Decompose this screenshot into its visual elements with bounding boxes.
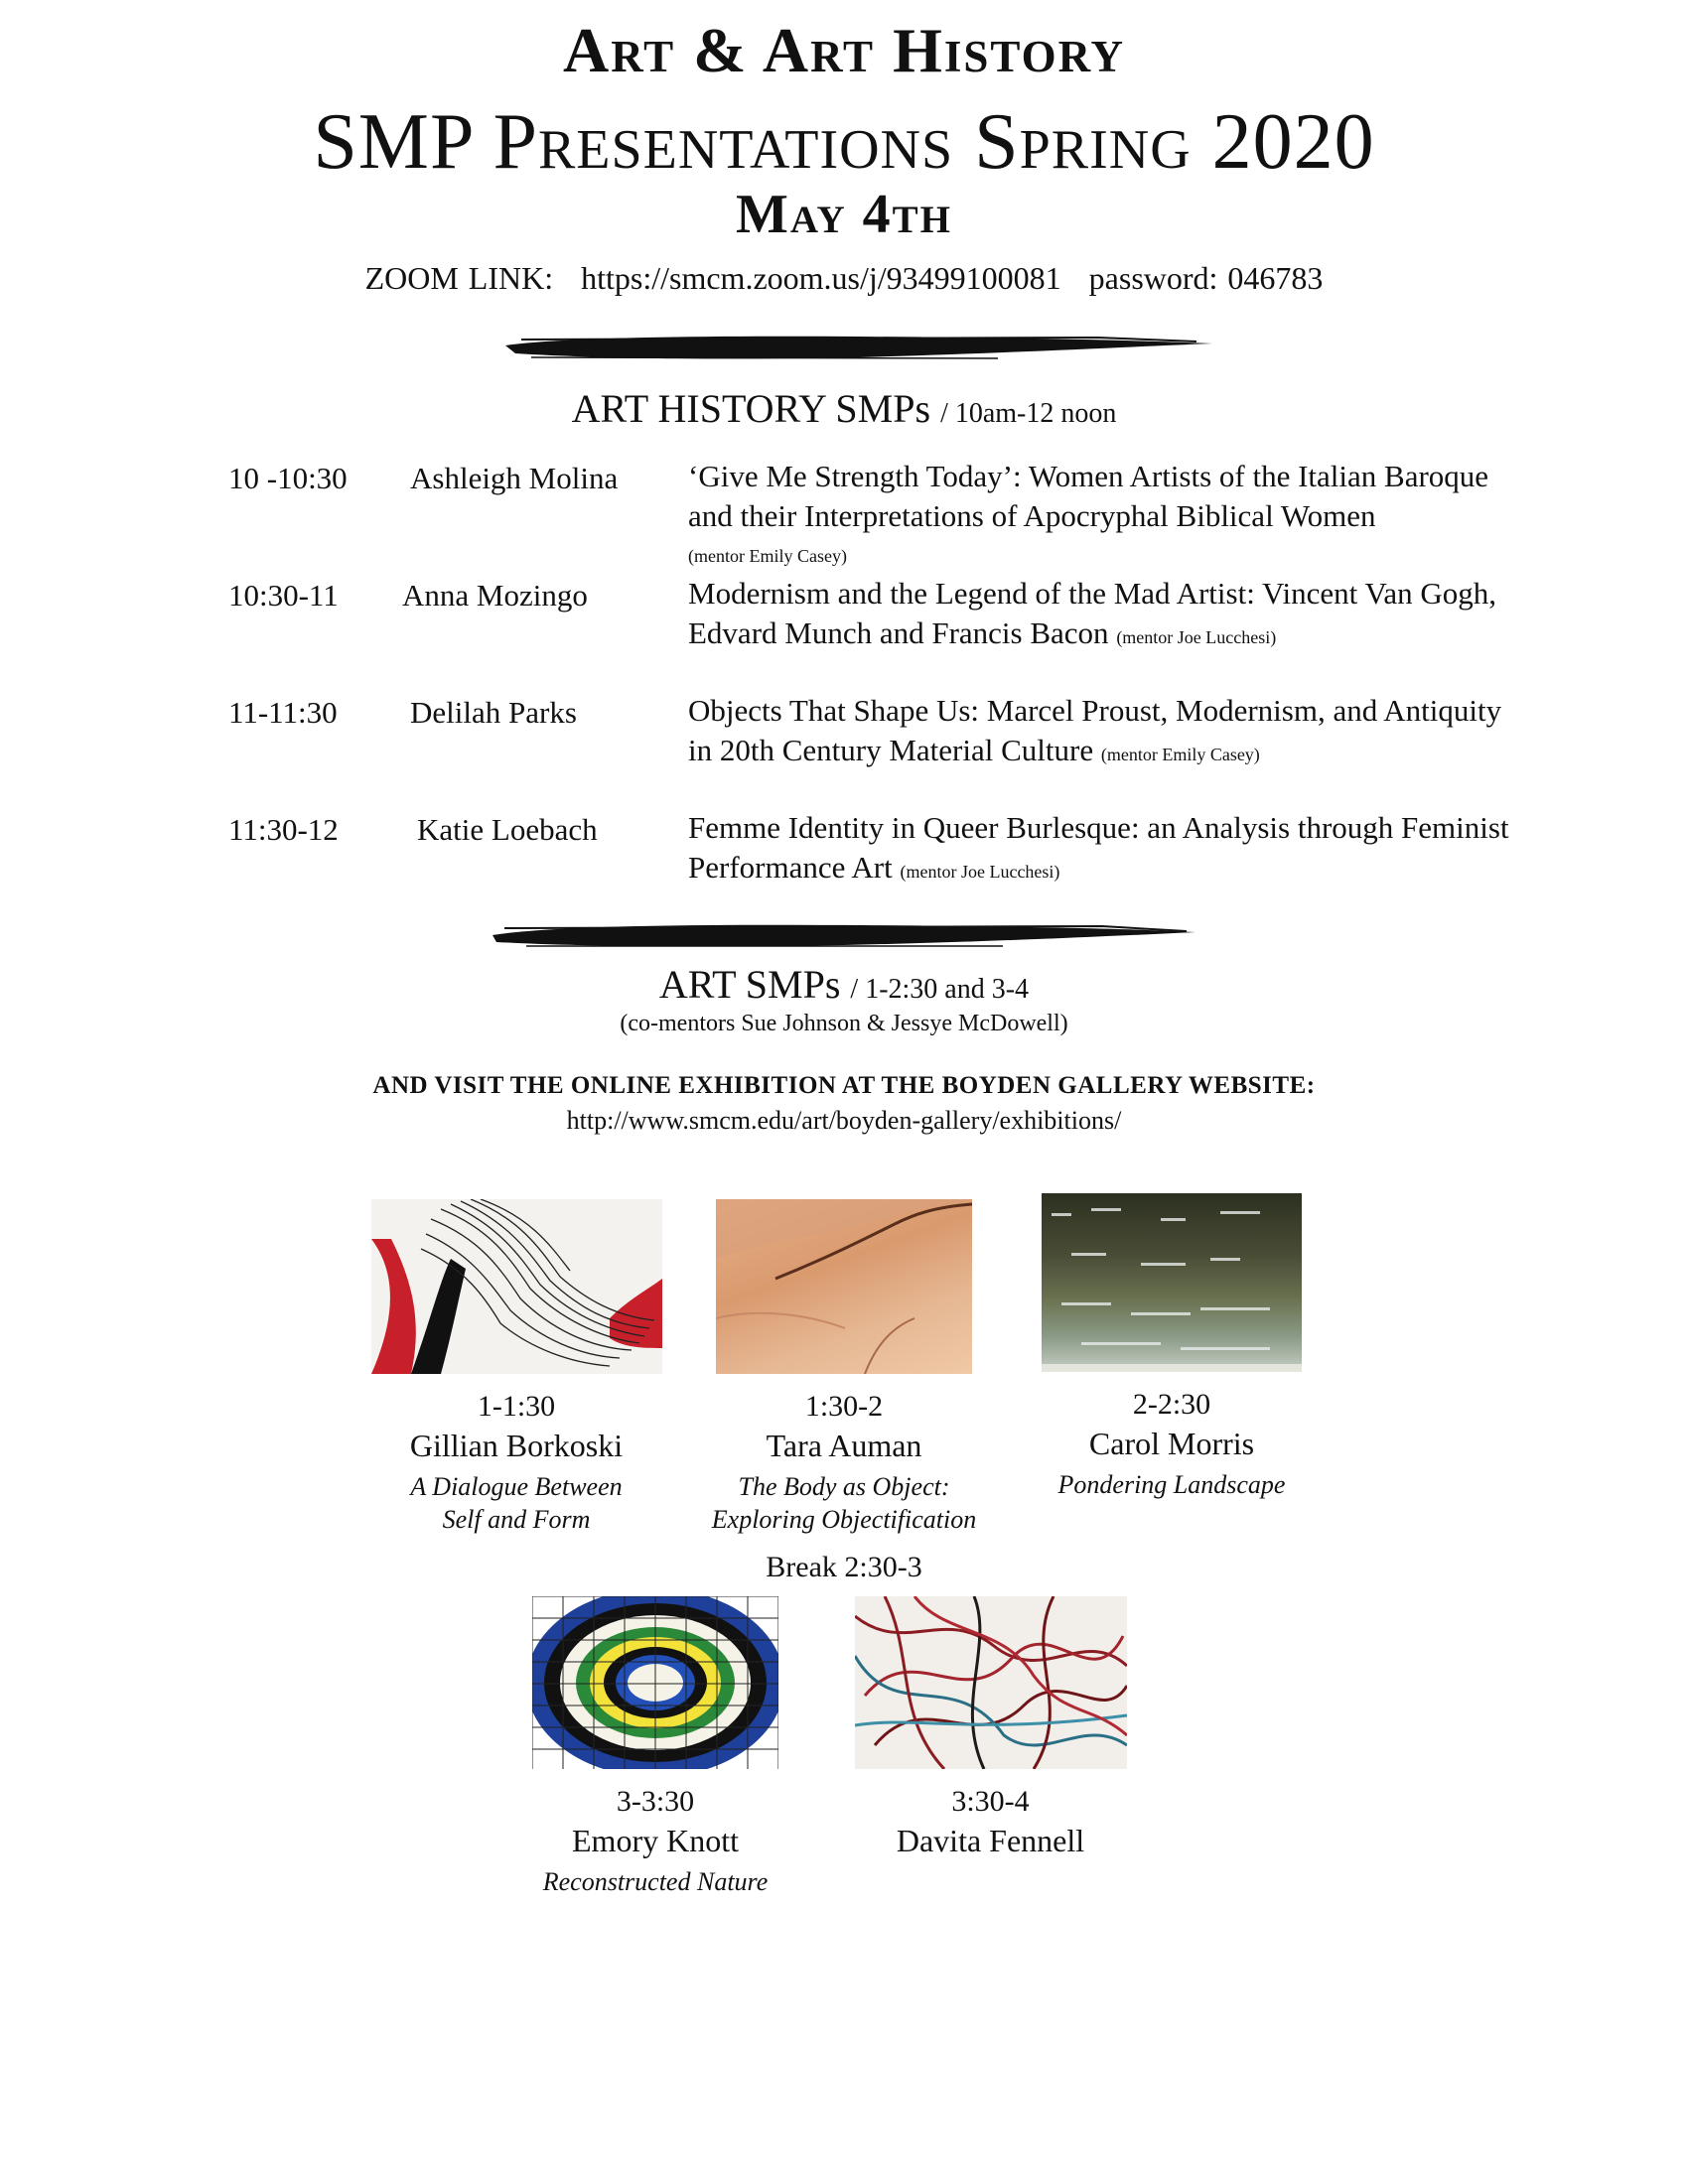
artwork-image-abstract-lines xyxy=(855,1596,1127,1769)
art-heading xyxy=(0,961,1688,1008)
presenter-name: Delilah Parks xyxy=(410,695,577,730)
art-presenter-card xyxy=(367,1199,665,1536)
art-presenter-card xyxy=(854,1596,1127,1859)
slot-time: 11-11:30 xyxy=(228,695,338,730)
art-history-time: / 10am-12 noon xyxy=(940,398,1117,429)
work-title-line: The Body as Object: xyxy=(738,1472,950,1501)
presenter-time: 1:30-2 xyxy=(804,1390,884,1423)
presentation-entry xyxy=(688,808,1532,891)
zoom-password: password: 046783 xyxy=(1088,260,1324,296)
slot-time: 10:30-11 xyxy=(228,578,339,613)
slot-time: 11:30-12 xyxy=(228,812,339,847)
co-mentors: (co-mentors Sue Johnson & Jessye McDowell) xyxy=(620,1011,1068,1036)
work-title xyxy=(695,1470,993,1536)
brush-stroke-divider xyxy=(487,915,1201,955)
presenter-name: Gillian Borkoski xyxy=(409,1428,624,1463)
work-title xyxy=(367,1470,665,1536)
exhibition-notice: AND VISIT THE ONLINE EXHIBITION AT THE BOYDEN GALLERY WEBSITE: xyxy=(372,1072,1316,1099)
presenter-time: 1-1:30 xyxy=(477,1390,556,1423)
brush-stroke-divider xyxy=(501,328,1216,367)
event-date: May 4th xyxy=(736,184,952,245)
presenter-name: Ashleigh Molina xyxy=(410,461,619,495)
zoom-link[interactable]: https://smcm.zoom.us/j/93499100081 xyxy=(581,260,1061,296)
zoom-info xyxy=(0,260,1688,297)
header-line-1: Art & Art History xyxy=(562,15,1126,85)
presentation-entry xyxy=(688,691,1532,774)
presenter-time: 3:30-4 xyxy=(951,1785,1030,1818)
work-title-line: Reconstructed Nature xyxy=(542,1867,769,1896)
exhibition-link[interactable]: http://www.smcm.edu/art/boyden-gallery/exhibitions/ xyxy=(566,1106,1122,1135)
presentation-entry xyxy=(688,574,1532,657)
artwork-image-landscape xyxy=(1042,1193,1302,1372)
art-title: ART SMPs xyxy=(658,962,841,1007)
zoom-label: ZOOM LINK: xyxy=(364,260,554,296)
artwork-image-concentric-rings xyxy=(532,1596,778,1769)
slot-time: 10 -10:30 xyxy=(228,461,348,495)
page-title: SMP Presentations Spring 2020 xyxy=(313,98,1375,186)
work-title-line: Exploring Objectification xyxy=(711,1505,977,1534)
work-title-line: A Dialogue Between xyxy=(410,1472,623,1501)
art-time: / 1-2:30 and 3-4 xyxy=(850,974,1030,1005)
art-presenter-card xyxy=(526,1596,784,1898)
art-presenter-card xyxy=(1023,1193,1321,1501)
artwork-image-body xyxy=(716,1199,972,1374)
mentor-note: (mentor Joe Lucchesi) xyxy=(900,862,1060,882)
break-label: Break 2:30-3 xyxy=(766,1551,922,1583)
presentation-title: Femme Identity in Queer Burlesque: an Analysis through Feminist Performance Art xyxy=(688,810,1509,885)
art-history-title: ART HISTORY SMPs xyxy=(571,386,931,431)
presenter-name: Anna Mozingo xyxy=(402,578,588,613)
mentor-note: (mentor Emily Casey) xyxy=(1100,745,1260,764)
work-title xyxy=(1023,1468,1321,1501)
presenter-name: Carol Morris xyxy=(1088,1426,1255,1461)
art-history-heading xyxy=(0,385,1688,432)
presenter-name: Tara Auman xyxy=(766,1428,922,1463)
work-title xyxy=(526,1865,784,1898)
presentation-title: Modernism and the Legend of the Mad Artist: Vincent Van Gogh, Edvard Munch and Francis Bacon xyxy=(688,576,1497,650)
presentation-title: Objects That Shape Us: Marcel Proust, Modernism, and Antiquity in 20th Century Material Culture xyxy=(688,693,1502,767)
presenter-time: 2-2:30 xyxy=(1132,1388,1211,1421)
mentor-note: (mentor Emily Casey) xyxy=(688,546,847,566)
presenter-time: 3-3:30 xyxy=(616,1785,695,1818)
art-history-schedule xyxy=(228,461,1519,897)
art-presenter-card xyxy=(695,1199,993,1536)
presenter-name: Emory Knott xyxy=(572,1823,739,1858)
presenter-name: Davita Fennell xyxy=(896,1823,1085,1858)
presentation-title: ‘Give Me Strength Today’: Women Artists of the Italian Baroque and their Interpretations of Apocryphal Biblical Women xyxy=(688,459,1489,533)
presenter-name: Katie Loebach xyxy=(417,812,598,847)
mentor-note: (mentor Joe Lucchesi) xyxy=(1116,627,1277,647)
artwork-image-line-drawing xyxy=(371,1199,662,1374)
work-title-line: Self and Form xyxy=(442,1505,591,1534)
work-title-line: Pondering Landscape xyxy=(1057,1470,1286,1499)
